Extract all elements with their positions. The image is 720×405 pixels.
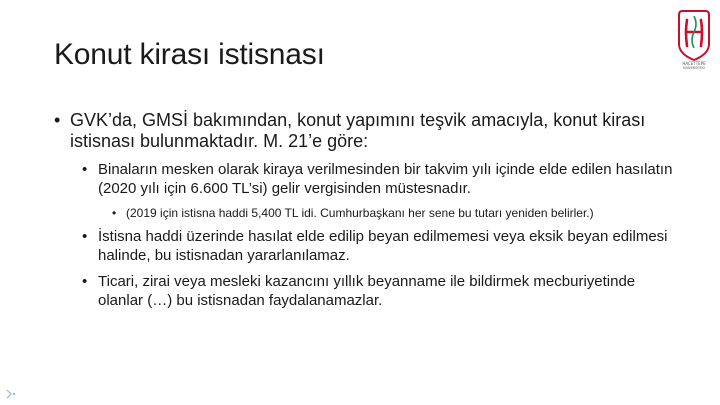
logo-caption-line2: ÜNİVERSİTESİ [683,66,705,70]
slide-title: Konut kirası istisnası [54,38,325,71]
bullet-dot: • [82,228,88,245]
bullet-level2 [82,227,674,265]
logo-caption-line1: HACETTEPE [682,61,706,66]
bullet-main-text: GVK’da, GMSİ bakımından, konut yapımını teşvik amacıyla, konut kirası istisnası bulunmaktadır. M. 21’e göre: [70,110,646,151]
bullet-level2 [82,272,674,310]
bullet-note-text: (2019 için istisna haddi 5,400 TL idi. Cumhurbaşkanı her sene bu tutarı yeniden belirler.) [126,206,594,220]
hacettepe-university-logo-icon [676,8,712,70]
bullet-sub3-text: Ticari, zirai veya mesleki kazancını yıllık beyanname ile bildirmek mecburiyetinde olanlar (…) bu istisnadan faydalanamazlar. [98,273,636,309]
bullet-level3 [112,205,674,221]
bullet-level1 [54,110,674,152]
bullet-dot: • [82,273,88,290]
bullet-dot: • [112,206,117,220]
bullet-dot: • [54,110,61,130]
slide-content [54,110,674,317]
bullet-sub2-text: İstisna haddi üzerinde hasılat elde edilip beyan edilmemesi veya eksik beyan edilmesi halinde, bu istisnadan yararlanılamaz. [98,228,668,264]
bullet-dot: • [82,161,88,178]
bullet-sub1-text: Binaların mesken olarak kiraya verilmesinden bir takvim yılı içinde elde edilen hasılatın (2020 yılı için 6.600 TL’si) gelir vergisinden müstesnadır. [98,161,673,197]
slide-navigation-icon[interactable] [5,388,17,400]
bullet-level2 [82,160,674,198]
